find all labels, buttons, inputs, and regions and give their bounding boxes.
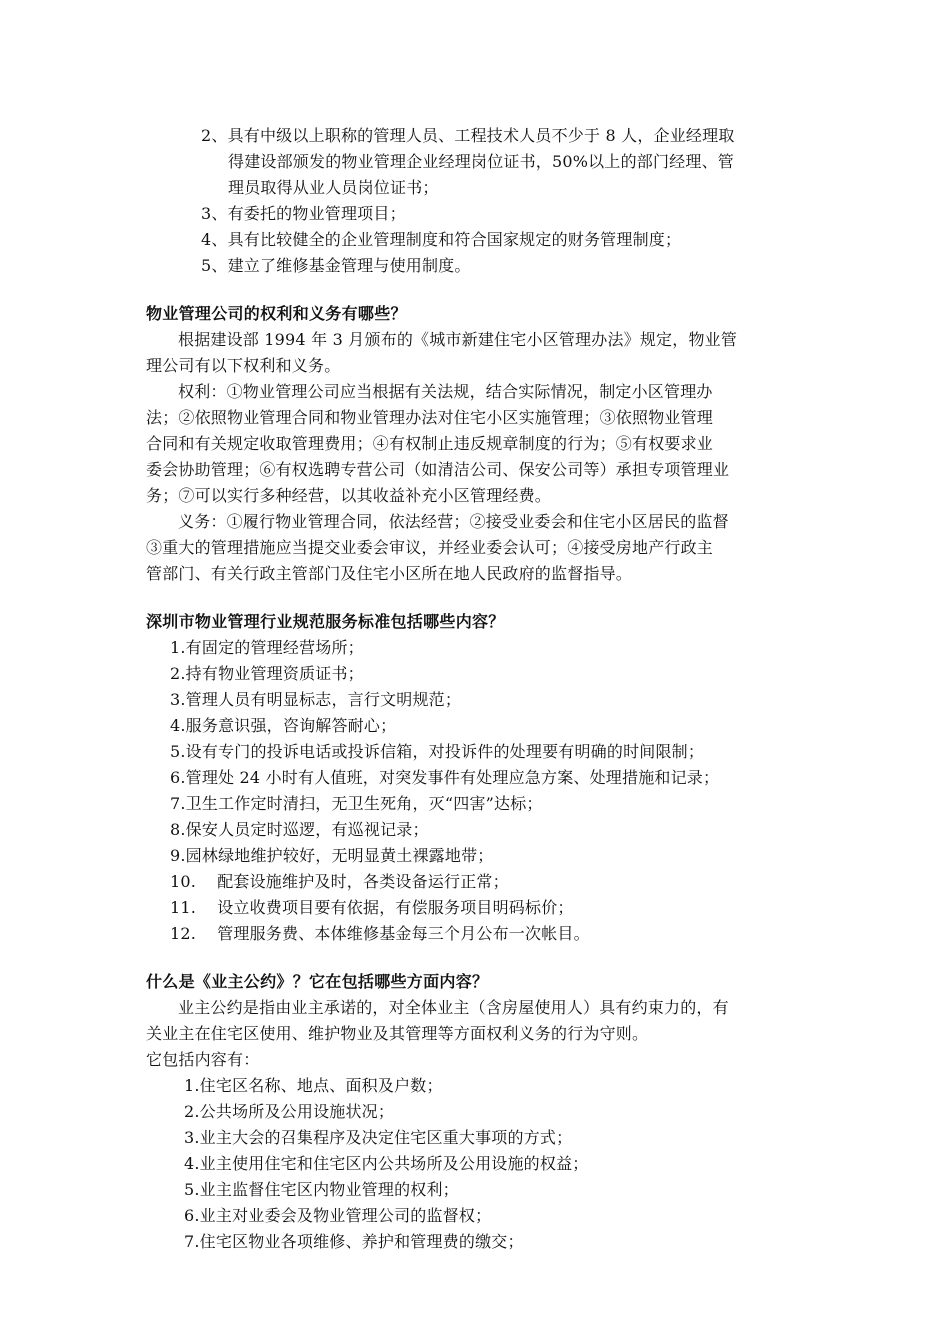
list-item: 2.持有物业管理资质证书； [170,664,364,683]
list-item-text: 5、建立了维修基金管理与使用制度。 [201,256,471,275]
list-item: 11. 设立收费项目要有依据，有偿服务项目明码标价； [170,898,574,917]
paragraph-line: 根据建设部 1994 年 3 月颁布的《城市新建住宅小区管理办法》规定，物业管 [178,330,738,349]
list-item: 1.有固定的管理经营场所； [170,638,364,657]
paragraph-line: 法；②依照物业管理合同和物业管理办法对住宅小区实施管理；③依照物业管理 [146,408,714,427]
section-heading: 什么是《业主公约》？它在包括哪些方面内容？ [146,972,489,991]
list-item: 7.卫生工作定时清扫，无卫生死角，灭“四害”达标； [170,794,543,813]
list-item: 5.业主监督住宅区内物业管理的权利； [184,1180,459,1199]
list-item: 3.管理人员有明显标志，言行文明规范； [170,690,462,709]
list-item: 4.服务意识强，咨询解答耐心； [170,716,397,735]
paragraph-line: 务；⑦可以实行多种经营，以其收益补充小区管理经费。 [146,486,552,505]
list-item: 5.设有专门的投诉电话或投诉信箱，对投诉件的处理要有明确的时间限制； [170,742,705,761]
list-item: 12. 管理服务费、本体维修基金每三个月公布一次帐目。 [170,924,590,943]
paragraph-line: 义务：①履行物业管理合同，依法经营；②接受业委会和住宅小区居民的监督 [178,512,729,531]
section-heading: 物业管理公司的权利和义务有哪些？ [146,304,407,323]
paragraph-line: 关业主在住宅区使用、维护物业及其管理等方面权利义务的行为守则。 [146,1024,649,1043]
list-item: 7.住宅区物业各项维修、养护和管理费的缴交； [184,1232,524,1251]
list-item-text: 3、有委托的物业管理项目； [201,204,406,223]
list-item: 9.园林绿地维护较好，无明显黄土裸露地带； [170,846,494,865]
section-heading: 深圳市物业管理行业规范服务标准包括哪些内容？ [146,612,505,631]
list-item: 6.业主对业委会及物业管理公司的监督权； [184,1206,492,1225]
list-item-text: 2、具有中级以上职称的管理人员、工程技术人员不少于 8 人，企业经理取 [201,126,735,145]
list-item: 3.业主大会的召集程序及决定住宅区重大事项的方式； [184,1128,573,1147]
paragraph-line: ③重大的管理措施应当提交业委会审议，并经业委会认可；④接受房地产行政主 [146,538,714,557]
list-item: 10. 配套设施维护及时，各类设备运行正常； [170,872,509,891]
list-item-text: 得建设部颁发的物业管理企业经理岗位证书，50%以上的部门经理、管 [228,152,734,171]
paragraph-line: 管部门、有关行政主管部门及住宅小区所在地人民政府的监督指导。 [146,564,633,583]
list-item-text: 4、具有比较健全的企业管理制度和符合国家规定的财务管理制度； [201,230,682,249]
paragraph-line: 权利：①物业管理公司应当根据有关法规，结合实际情况，制定小区管理办 [178,382,713,401]
list-item: 1.住宅区名称、地点、面积及户数； [184,1076,443,1095]
paragraph-line: 它包括内容有： [146,1050,260,1069]
paragraph-line: 业主公约是指由业主承诺的，对全体业主（含房屋使用人）具有约束力的，有 [178,998,729,1017]
list-item: 4.业主使用住宅和住宅区内公共场所及公用设施的权益； [184,1154,589,1173]
paragraph-line: 委会协助管理；⑥有权选聘专营公司（如清洁公司、保安公司等）承担专项管理业 [146,460,730,479]
paragraph-line: 合同和有关规定收取管理费用；④有权制止违反规章制度的行为；⑤有权要求业 [146,434,714,453]
list-item: 6.管理处 24 小时有人值班，对突发事件有处理应急方案、处理措施和记录； [170,768,720,787]
list-item: 8.保安人员定时巡逻，有巡视记录； [170,820,429,839]
list-item: 2.公共场所及公用设施状况； [184,1102,395,1121]
list-item-text: 理员取得从业人员岗位证书； [228,178,439,197]
paragraph-line: 理公司有以下权利和义务。 [146,356,341,375]
